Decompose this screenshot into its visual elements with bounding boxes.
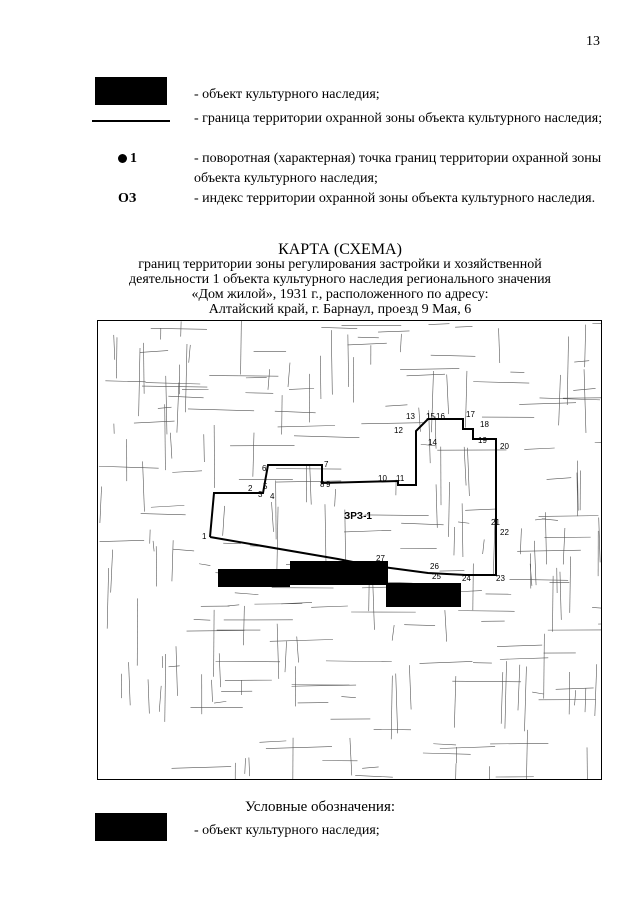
map-line bbox=[172, 540, 173, 581]
map-line bbox=[500, 658, 548, 660]
map-line bbox=[404, 625, 435, 626]
map-line bbox=[553, 576, 554, 632]
map-line bbox=[595, 664, 597, 716]
map-line bbox=[143, 461, 145, 511]
map-line bbox=[454, 676, 455, 727]
map-line bbox=[526, 730, 527, 780]
map-line bbox=[465, 371, 466, 428]
point-label: 22 bbox=[500, 528, 509, 537]
map-line bbox=[148, 679, 149, 713]
map-line bbox=[560, 572, 561, 620]
legend-text-index: - индекс территории охранной зоны объекта культурного наследия. bbox=[194, 191, 596, 206]
map-line bbox=[458, 522, 469, 523]
map-line bbox=[598, 623, 602, 624]
map-line bbox=[310, 464, 312, 504]
point-label: 3 bbox=[258, 490, 263, 499]
map-title-line4: «Дом жилой», 1931 г., расположенного по адресу: bbox=[191, 287, 489, 302]
map-line bbox=[559, 375, 561, 425]
map-line bbox=[209, 376, 278, 377]
map-line bbox=[348, 335, 349, 387]
map-line bbox=[409, 665, 411, 709]
map-line bbox=[344, 530, 391, 532]
legend-swatch-heritage-object-bottom bbox=[95, 813, 167, 841]
map-line bbox=[539, 516, 599, 517]
map-line bbox=[285, 641, 287, 672]
map-line bbox=[547, 478, 572, 480]
map-line bbox=[268, 369, 270, 390]
map-line bbox=[235, 593, 259, 595]
map-line bbox=[142, 386, 207, 387]
point-label: 11 bbox=[396, 474, 405, 483]
map-line bbox=[166, 376, 167, 434]
map-line bbox=[311, 606, 348, 607]
map-line bbox=[116, 337, 117, 378]
point-label: 16 bbox=[436, 412, 445, 421]
map-line bbox=[194, 619, 211, 620]
map-line bbox=[151, 328, 207, 329]
map-line bbox=[278, 425, 335, 426]
legend-text-heritage-object: - объект культурного наследия; bbox=[194, 87, 380, 102]
map-line bbox=[355, 775, 393, 777]
map-line bbox=[320, 356, 321, 399]
map-line bbox=[518, 665, 520, 711]
map-line bbox=[400, 369, 459, 370]
map-line bbox=[350, 738, 352, 776]
map-line bbox=[165, 654, 166, 722]
map-line bbox=[458, 611, 514, 612]
map-line bbox=[199, 564, 210, 566]
map-line bbox=[423, 753, 471, 754]
map-line bbox=[277, 507, 278, 569]
map-line bbox=[172, 471, 202, 473]
map-line bbox=[544, 634, 545, 699]
point-label: 18 bbox=[480, 420, 489, 429]
map-line bbox=[249, 757, 250, 776]
map-line bbox=[358, 337, 379, 338]
map-line bbox=[111, 550, 113, 593]
map-line bbox=[326, 661, 392, 662]
map-line bbox=[140, 351, 168, 353]
map-line bbox=[449, 482, 450, 537]
legend-text-heritage-object-bottom: - объект культурного наследия; bbox=[194, 823, 380, 838]
map-line bbox=[289, 388, 314, 389]
point-label: 1 bbox=[202, 532, 207, 541]
map-line bbox=[145, 383, 200, 384]
map-title-line1: КАРТА (СХЕМА) bbox=[278, 241, 402, 258]
map-line bbox=[585, 325, 586, 368]
map-line bbox=[464, 447, 466, 486]
map-svg bbox=[98, 321, 602, 780]
point-dot-icon bbox=[118, 154, 127, 163]
map-line bbox=[436, 484, 437, 527]
map-line bbox=[545, 512, 546, 564]
map-frame bbox=[97, 320, 602, 780]
map-line bbox=[362, 767, 378, 768]
point-label: 12 bbox=[394, 426, 403, 435]
point-label: 19 bbox=[478, 436, 487, 445]
map-line bbox=[245, 758, 246, 774]
map-line bbox=[440, 747, 495, 749]
heritage-object-block bbox=[290, 561, 388, 585]
map-title-line2: границ территории зоны регулирования застройки и хозяйственной bbox=[138, 257, 542, 272]
map-title bbox=[100, 242, 580, 317]
map-line bbox=[570, 557, 571, 613]
map-line bbox=[241, 321, 242, 374]
legend-symbol-point: 1 bbox=[118, 151, 137, 167]
map-line bbox=[153, 541, 154, 552]
map-line bbox=[556, 688, 594, 689]
point-labels bbox=[202, 410, 509, 583]
map-line bbox=[172, 767, 232, 769]
point-label: 14 bbox=[428, 438, 437, 447]
map-line bbox=[374, 729, 411, 730]
map-line bbox=[584, 369, 586, 433]
map-line bbox=[574, 361, 589, 362]
cadastral-background bbox=[99, 321, 602, 780]
map-line bbox=[454, 527, 455, 555]
map-title-line3: деятельности 1 объекта культурного наследия регионального значения bbox=[128, 272, 552, 287]
map-line bbox=[587, 747, 588, 780]
point-label: 26 bbox=[430, 562, 439, 571]
zone-label: ЗРЗ-1 bbox=[344, 511, 372, 522]
map-line bbox=[365, 515, 429, 516]
map-line bbox=[341, 697, 355, 698]
map-line bbox=[223, 506, 225, 536]
map-line bbox=[431, 371, 433, 432]
point-label: 17 bbox=[466, 410, 475, 419]
map-line bbox=[185, 344, 187, 412]
map-line bbox=[228, 605, 240, 606]
map-line bbox=[567, 337, 568, 405]
map-line bbox=[595, 442, 602, 443]
point-label: 15 bbox=[426, 412, 435, 421]
map-line bbox=[455, 763, 456, 780]
map-line bbox=[259, 741, 286, 742]
map-line bbox=[452, 681, 521, 682]
map-line bbox=[592, 323, 602, 325]
map-line bbox=[129, 662, 131, 705]
map-line bbox=[407, 374, 445, 376]
map-line bbox=[141, 514, 186, 515]
map-line bbox=[575, 690, 576, 705]
map-line bbox=[114, 335, 115, 360]
map-line bbox=[188, 409, 254, 411]
map-line bbox=[212, 680, 213, 702]
point-label: 2 bbox=[248, 484, 253, 493]
map-line bbox=[396, 674, 398, 734]
map-line bbox=[392, 625, 394, 641]
point-label: 25 bbox=[432, 572, 441, 581]
map-line bbox=[254, 604, 302, 605]
map-line bbox=[431, 355, 476, 356]
map-title-line5: Алтайский край, г. Барнаул, проезд 9 Мая, 6 bbox=[208, 302, 472, 317]
map-line bbox=[223, 543, 240, 544]
map-line bbox=[483, 539, 485, 554]
map-line bbox=[204, 434, 205, 462]
point-label: 13 bbox=[406, 412, 415, 421]
map-line bbox=[473, 382, 529, 383]
map-line bbox=[517, 550, 581, 551]
map-line bbox=[499, 328, 500, 363]
legend-heading: Условные обозначения: bbox=[244, 799, 396, 815]
legend-symbol-index: ОЗ bbox=[118, 191, 137, 206]
map-line bbox=[501, 672, 503, 724]
map-line bbox=[272, 502, 274, 532]
map-line bbox=[563, 528, 565, 564]
point-label: 8 bbox=[320, 480, 325, 489]
map-line bbox=[100, 487, 102, 523]
map-line bbox=[524, 666, 526, 731]
map-line bbox=[489, 766, 490, 780]
map-line bbox=[266, 747, 332, 749]
point-label: 9 bbox=[326, 480, 331, 489]
map-line bbox=[245, 393, 273, 394]
map-line bbox=[331, 330, 332, 395]
point-label: 4 bbox=[270, 492, 275, 501]
map-line bbox=[445, 610, 447, 642]
map-line bbox=[361, 423, 423, 424]
point-label: 21 bbox=[491, 518, 500, 527]
map-line bbox=[139, 348, 140, 416]
point-label: 6 bbox=[262, 464, 267, 473]
map-line bbox=[107, 568, 108, 629]
map-line bbox=[462, 503, 463, 557]
legend-text-point: - поворотная (характерная) точка границ территории охранной зоны объекта культурного наследия; bbox=[194, 151, 602, 186]
map-line bbox=[455, 326, 472, 327]
map-line bbox=[447, 375, 449, 415]
map-line bbox=[524, 448, 554, 449]
map-line bbox=[151, 505, 184, 507]
map-line bbox=[497, 645, 542, 646]
map-line bbox=[277, 624, 279, 679]
map-line bbox=[569, 672, 570, 714]
map-line bbox=[505, 661, 507, 728]
legend-symbol-boundary-line bbox=[92, 120, 170, 122]
map-line bbox=[347, 343, 386, 345]
point-label: 24 bbox=[462, 574, 471, 583]
map-line bbox=[189, 345, 191, 363]
point-label: 7 bbox=[324, 460, 329, 469]
map-line bbox=[440, 571, 465, 572]
map-line bbox=[169, 666, 180, 667]
point-label: 27 bbox=[376, 554, 385, 563]
point-label: 23 bbox=[496, 574, 505, 583]
map-line bbox=[520, 528, 521, 554]
map-line bbox=[99, 466, 159, 468]
map-line bbox=[100, 540, 145, 541]
map-line bbox=[176, 646, 177, 696]
map-line bbox=[592, 607, 602, 609]
map-line bbox=[288, 363, 290, 387]
point-label: 10 bbox=[378, 474, 387, 483]
map-line bbox=[170, 433, 172, 459]
map-line bbox=[214, 701, 226, 703]
map-line bbox=[420, 661, 473, 663]
map-line bbox=[490, 743, 548, 744]
map-line bbox=[187, 630, 245, 631]
map-line bbox=[510, 579, 569, 580]
map-line bbox=[534, 541, 536, 585]
heritage-object-block bbox=[386, 583, 461, 607]
map-line bbox=[378, 331, 409, 332]
point-label: 5 bbox=[263, 482, 268, 491]
map-line bbox=[177, 382, 179, 432]
map-line bbox=[253, 433, 254, 477]
map-line bbox=[385, 405, 407, 406]
zone-boundary-line bbox=[210, 419, 496, 575]
map-line bbox=[270, 640, 333, 642]
map-line bbox=[532, 692, 543, 694]
map-line bbox=[465, 509, 495, 510]
map-line bbox=[134, 421, 175, 423]
map-line bbox=[294, 436, 359, 438]
map-line bbox=[535, 519, 545, 520]
point-label: 20 bbox=[500, 442, 509, 451]
map-line bbox=[599, 517, 600, 562]
map-line bbox=[165, 404, 166, 470]
map-line bbox=[428, 324, 449, 325]
map-line bbox=[433, 744, 456, 745]
map-line bbox=[585, 688, 586, 712]
map-line bbox=[321, 327, 357, 328]
map-line bbox=[400, 334, 401, 352]
heritage-object-block bbox=[218, 569, 290, 587]
map-line bbox=[173, 549, 194, 551]
map-line bbox=[335, 489, 336, 506]
map-line bbox=[243, 606, 244, 645]
map-line bbox=[159, 686, 161, 712]
map-line bbox=[219, 653, 220, 687]
legend-swatch-heritage-object bbox=[95, 77, 167, 105]
page-number: 13 bbox=[586, 34, 600, 49]
map-line bbox=[467, 448, 469, 496]
legend-text-boundary: - граница территории охранной зоны объекта культурного наследия; bbox=[194, 111, 603, 126]
